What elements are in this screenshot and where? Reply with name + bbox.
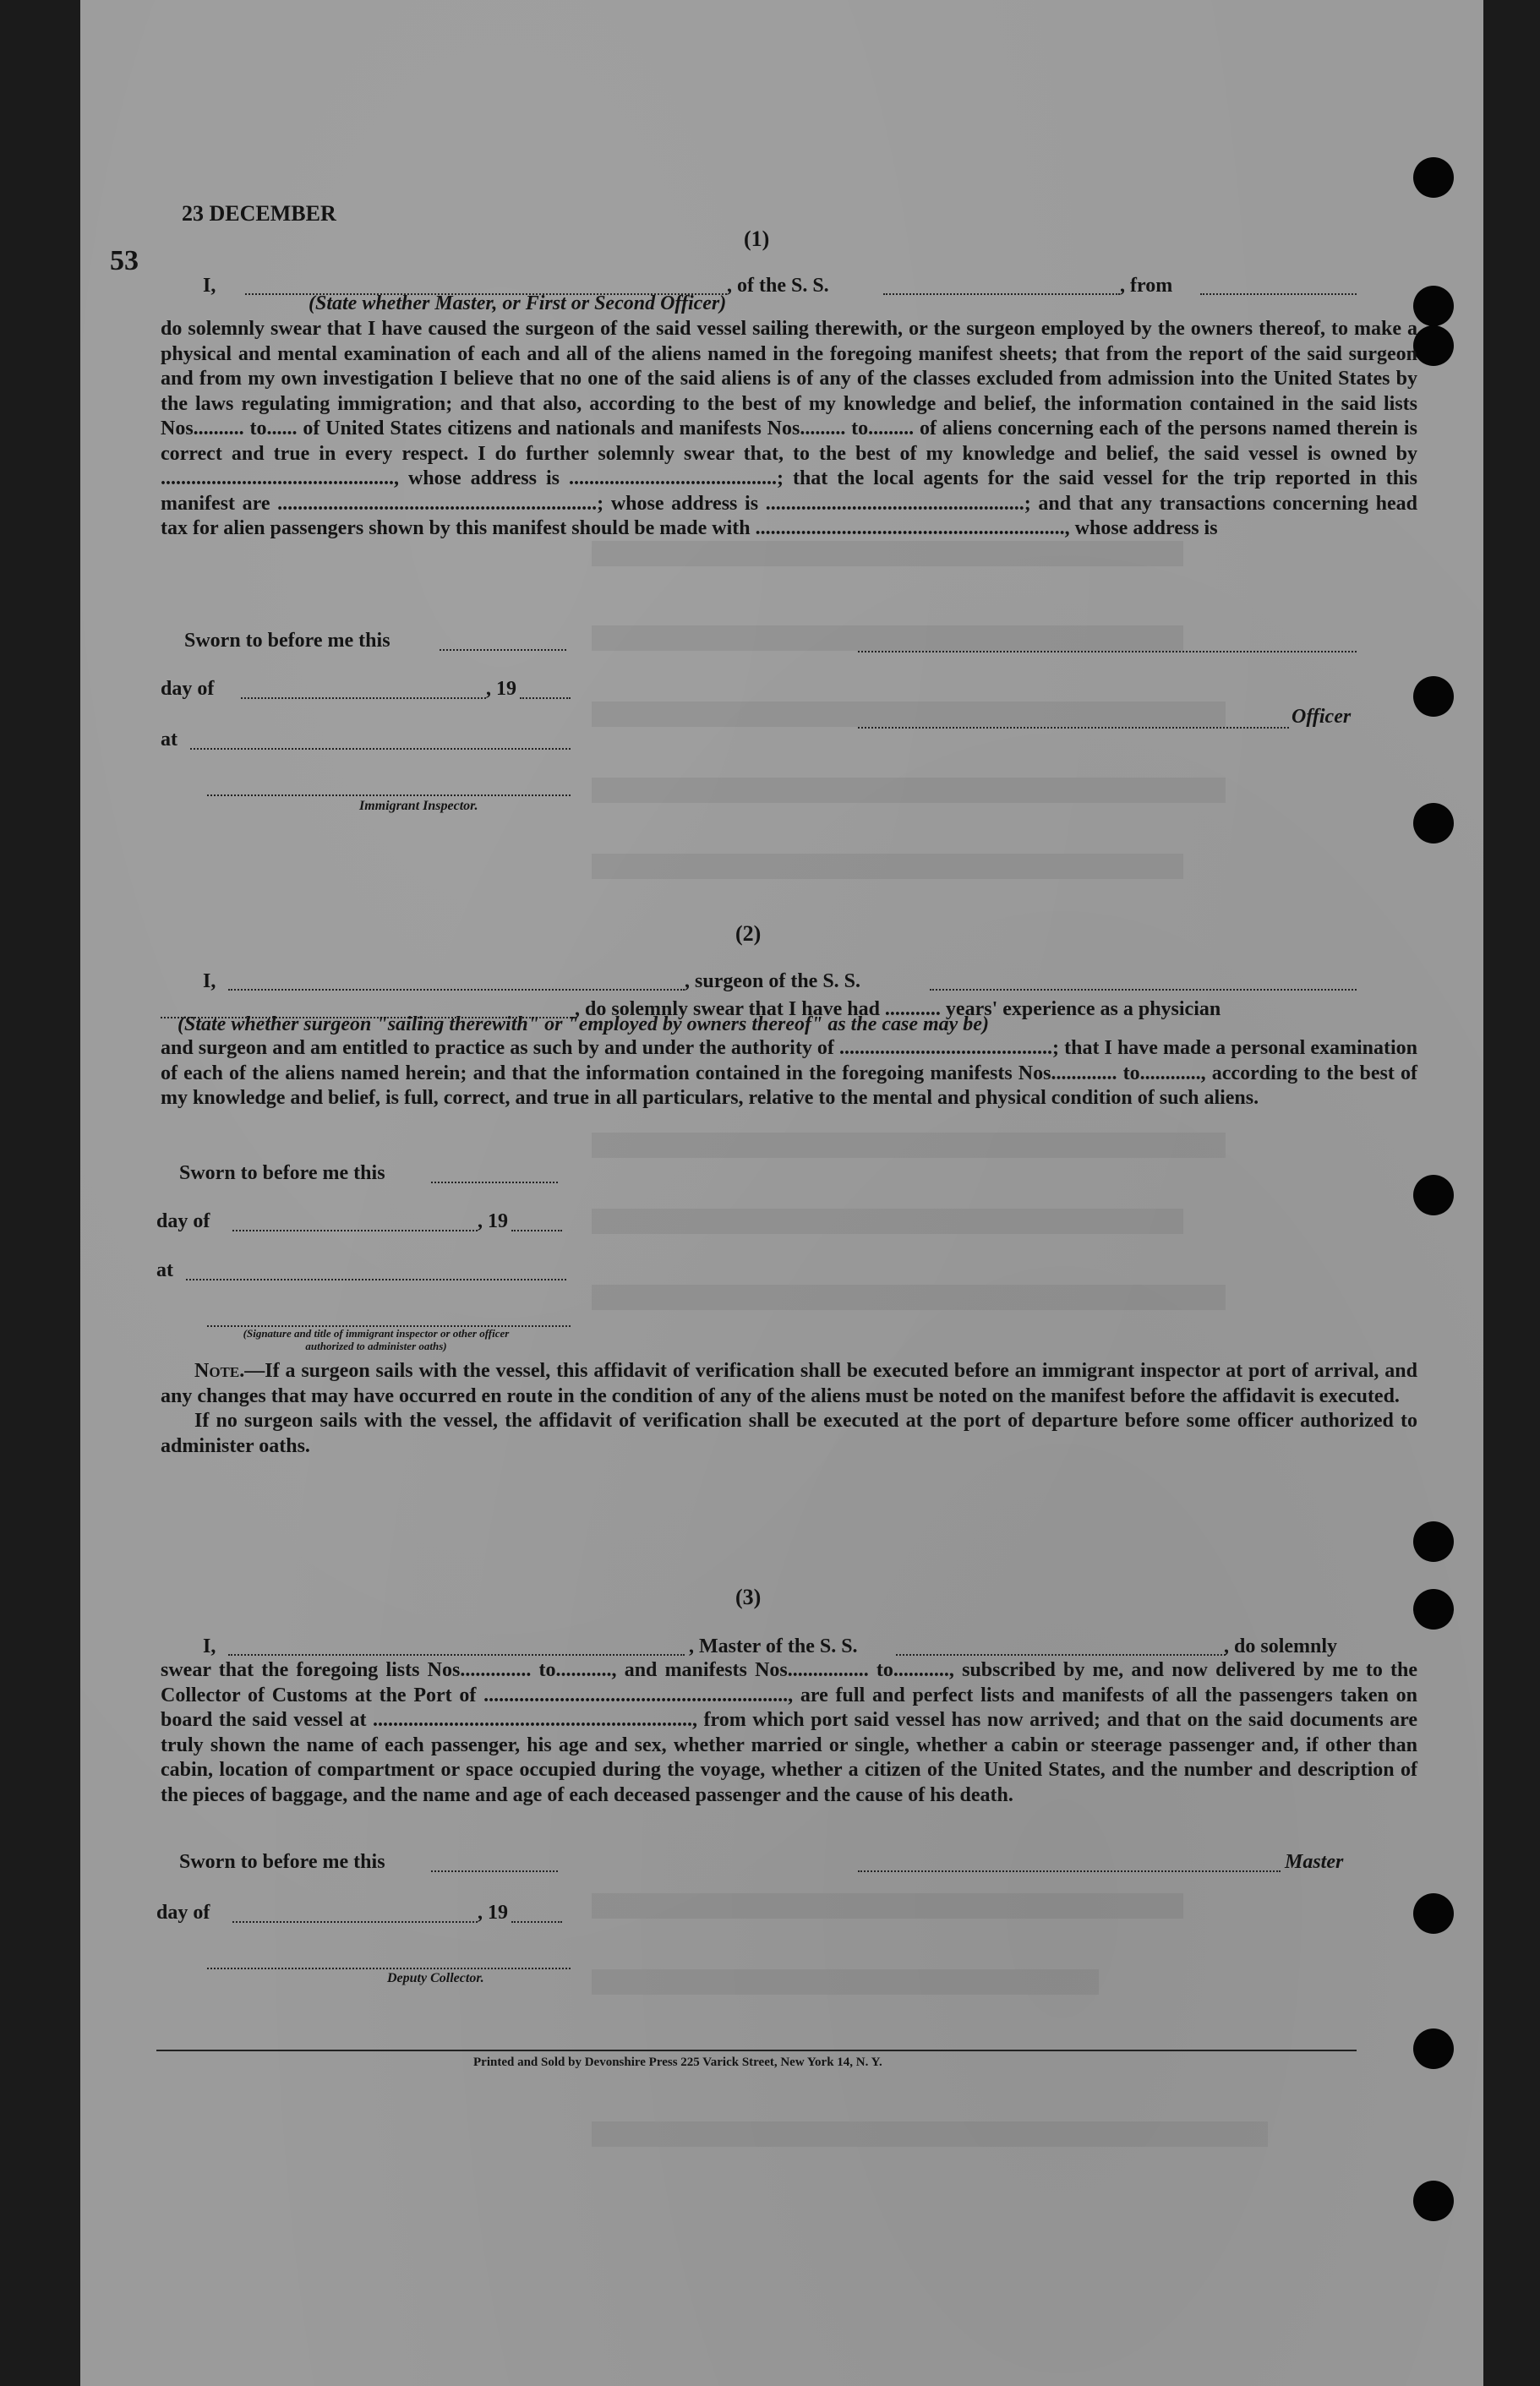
section-2-at-blank (186, 1279, 566, 1280)
section-1-year: , 19 (486, 678, 516, 700)
section-1-at-blank (190, 748, 571, 750)
section-1-oath-line (203, 275, 216, 298)
section-2-name-blank (228, 989, 685, 991)
section-3-sworn: Sworn to before me this (179, 1851, 385, 1873)
punch-hole (1413, 1893, 1454, 1934)
section-2-note: (State whether surgeon "sailing therewith" or "employed by owners thereof" as the case may be) (177, 1013, 989, 1035)
section-1-day-of: day of (161, 678, 215, 700)
punch-hole (1413, 2181, 1454, 2221)
section-3-collector-caption: Deputy Collector. (387, 1971, 484, 1985)
punch-hole (1413, 676, 1454, 717)
section-3-do-solemnly: , do solemnly (1224, 1635, 1338, 1657)
section-2-vessel-blank (930, 989, 1357, 991)
section-3-master-blank (858, 1870, 1281, 1872)
section-2-year-blank (511, 1230, 562, 1231)
section-1-inspector-caption: Immigrant Inspector. (359, 799, 478, 813)
section-2-oath-text: and surgeon and am entitled to practice as such by and under the authority of ..........................................; that I have made a personal examination of each of the aliens named herein; and that the information contained in the foregoing manifests Nos............. to............, according to the best of my knowledge and belief, is full, correct, and true in all particulars, relative to the mental and physical condition of such aliens. (161, 1037, 1417, 1109)
section-3-day-blank (232, 1921, 478, 1923)
section-2-at: at (156, 1259, 173, 1281)
printer-footer: Printed and Sold by Devonshire Press 225 Varick Street, New York 14, N. Y. (473, 2056, 882, 2069)
section-1-body (161, 317, 1417, 542)
section-1-sworn-blank (440, 649, 566, 651)
section-3-i: I, (203, 1635, 216, 1657)
section-3-vessel-blank (896, 1654, 1226, 1656)
section-1-officer: Officer (1292, 706, 1352, 728)
section-2-number: (2) (735, 921, 762, 946)
footer-rule (156, 2050, 1357, 2051)
punch-hole (1413, 286, 1454, 326)
section-2-body (161, 1036, 1417, 1111)
section-2-day-blank (232, 1230, 478, 1231)
section-3-master: Master (1285, 1851, 1344, 1873)
section-1-from-blank (1200, 293, 1357, 295)
page-number: 53 (110, 245, 139, 276)
section-1-at: at (161, 729, 177, 751)
punch-hole (1413, 1589, 1454, 1630)
note-text-1: —If a surgeon sails with the vessel, this affidavit of verification shall be executed before an immigrant inspector at port of arrival, and any changes that may have occurred en route in the condition of any of the aliens must be noted on the manifest before the affidavit is executed. (161, 1360, 1417, 1407)
note-paragraph-2: If no surgeon sails with the vessel, the affidavit of verification shall be executed at the port of departure before some officer authorized to administer oaths. (161, 1410, 1417, 1457)
punch-hole (1413, 1175, 1454, 1215)
punch-hole (1413, 325, 1454, 366)
section-1-i: I, (203, 275, 216, 297)
section-2-i: I, (203, 970, 216, 992)
section-3-day-of: day of (156, 1902, 210, 1924)
section-1-oath-text: do solemnly swear that I have caused the surgeon of the said vessel sailing therewith, or the surgeon employed by the owners thereof, to make a physical and mental examination of each and all of the aliens named in the foregoing manifest sheets; that from the report of the said surgeon and from my own investigation I believe that no one of the said aliens is of any of the classes excluded from admission into the United States by the laws regulating immigration; and that also, according to the best of my knowledge and belief, the information contained in the said lists Nos.......... to...... of United States citizens and nationals and manifests Nos......... to......... of aliens concerning each of the persons named therein is correct and true in every respect. I do further solemnly swear that, to the best of my knowledge and belief, the said vessel is owned by .............................................., whose address is .........................................; that the local agents for the said vessel for the trip reported in this manifest are ...............................................................; whose address is ...................................................; and that any transactions concerning head tax for alien passengers shown by this manifest should be made with ............................................................., whose address is (161, 318, 1417, 539)
date-stamp: 23 DECEMBER (182, 201, 336, 226)
section-3-collector-blank (207, 1968, 571, 1969)
section-2-year: , 19 (478, 1210, 508, 1232)
punch-hole (1413, 2028, 1454, 2069)
section-2-swear: , do solemnly swear that I have had ........... years' experience as a physician (575, 998, 1221, 1020)
section-1-from: , from (1120, 275, 1173, 297)
punch-hole (1413, 803, 1454, 844)
section-1-note: (State whether Master, or First or Second Officer) (309, 292, 727, 314)
note-paragraph-1 (161, 1359, 1417, 1409)
section-1-officer-blank-1 (858, 651, 1357, 652)
section-1-number: (1) (744, 227, 770, 251)
section-2-sworn-blank (431, 1182, 558, 1183)
note-block (161, 1359, 1417, 1459)
section-2-sworn: Sworn to before me this (179, 1162, 385, 1184)
section-3-name-blank (228, 1654, 685, 1656)
section-1-officer-blank-2 (858, 727, 1289, 729)
section-1-of-ss: , of the S. S. (727, 275, 829, 297)
section-1-inspector-blank (207, 794, 571, 796)
section-1-sworn: Sworn to before me this (184, 630, 390, 652)
section-2-signature-caption: (Signature and title of immigrant inspector or other officer authorized to administer oaths) (243, 1327, 510, 1352)
section-3-sworn-blank (431, 1870, 558, 1872)
section-2-day-of: day of (156, 1210, 210, 1232)
section-3-master-of: , Master of the S. S. (689, 1635, 858, 1657)
section-1-year-blank (520, 697, 571, 699)
section-3-year: , 19 (478, 1902, 508, 1924)
section-3-number: (3) (735, 1585, 762, 1609)
section-3-oath-text: swear that the foregoing lists Nos.............. to..........., and manifests Nos................ to..........., subscribed by me, and now delivered by me to the Collector of Customs at the Port of ............................................................, are full and perfect lists and manifests of all the passengers taken on board the said vessel at ..............................................................., from which port said vessel has now arrived; and that on the said documents are truly shown the name of each passenger, his age and sex, whether married or single, whether a cabin or steerage passenger and, if other than cabin, location of compartment or space occupied during the voyage, whether a citizen of the United States, and the number and description of the pieces of baggage, and the name and age of each deceased passenger and the cause of his death. (161, 1659, 1417, 1806)
section-1-day-blank (241, 697, 486, 699)
section-3-year-blank (511, 1921, 562, 1923)
note-label: Note. (194, 1360, 245, 1382)
section-2-surgeon-of: , surgeon of the S. S. (685, 970, 861, 992)
section-1-vessel-blank (883, 293, 1120, 295)
section-3-body (161, 1658, 1417, 1808)
punch-hole (1413, 157, 1454, 198)
punch-hole (1413, 1521, 1454, 1562)
